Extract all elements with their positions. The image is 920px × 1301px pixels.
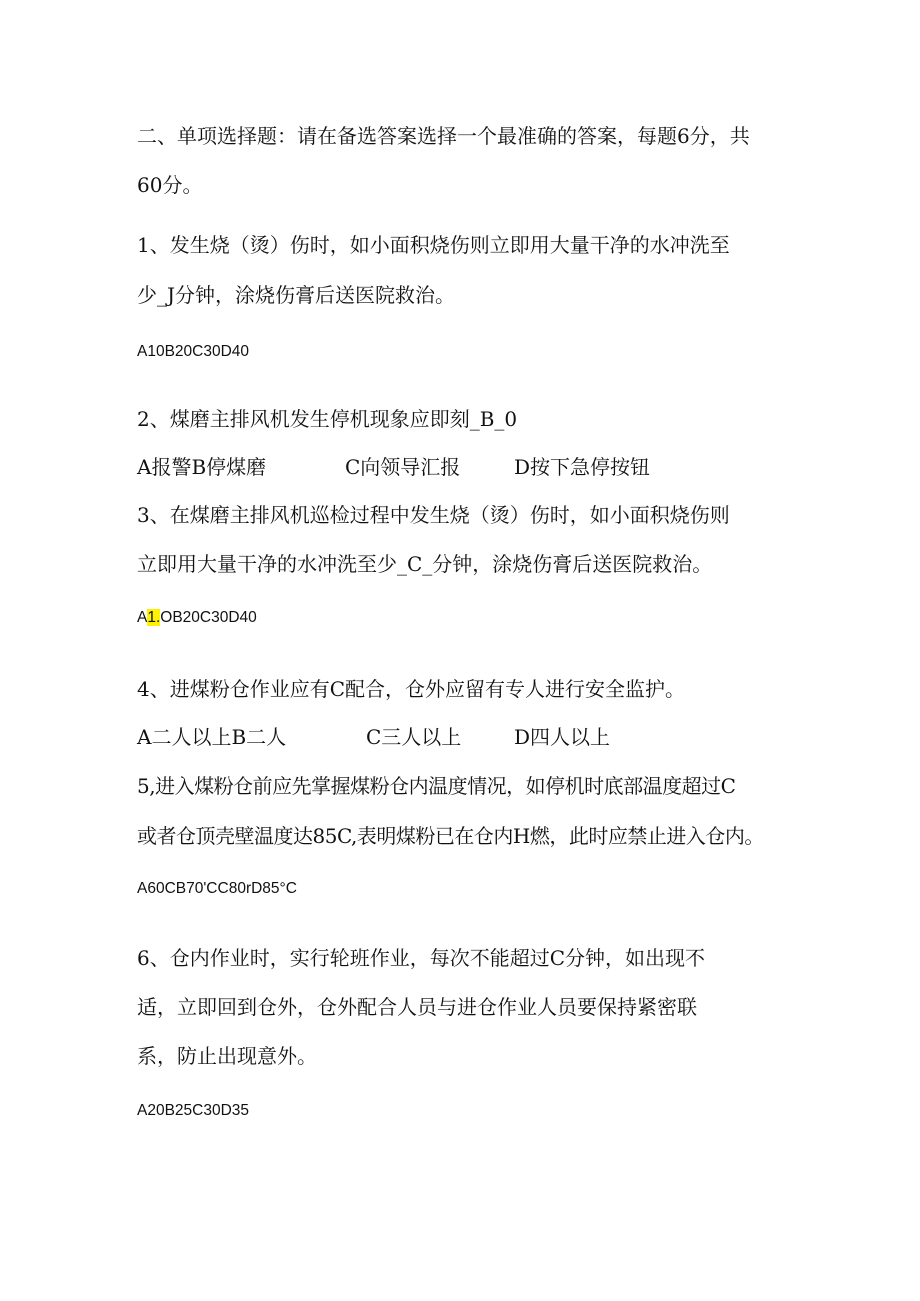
question-3-line-2: 立即用大量干净的水冲洗至少_C_分钟，涂烧伤膏后送医院救治。 — [137, 552, 713, 576]
question-6-line-3: 系，防止出现意外。 — [137, 1044, 317, 1068]
question-5-line-2: 或者仓顶壳壁温度达85C,表明煤粉已在仓内H燃，此时应禁止进入仓内。 — [137, 824, 764, 848]
question-4-option-ab: A二人以上B二人 — [137, 725, 287, 749]
highlighted-text: 1. — [147, 609, 161, 626]
question-2-option-c: C向领导汇报 — [345, 455, 461, 479]
question-5-answers: A60CB70'CC80rD85°C — [137, 880, 297, 897]
question-3-answers — [137, 609, 257, 627]
question-3-answers-prefix: A — [137, 609, 148, 626]
question-4-option-c: C三人以上 — [366, 725, 462, 749]
question-4-option-d: D四人以上 — [514, 725, 611, 749]
question-3-answers-suffix: OB20C30D40 — [160, 609, 257, 626]
question-1-line-1: 1、发生烧（烫）伤时，如小面积烧伤则立即用大量干净的水冲洗至 — [137, 233, 730, 257]
question-2-option-ab: A报警B停煤磨 — [137, 455, 267, 479]
question-1-line-2: 少_J分钟，涂烧伤膏后送医院救治。 — [137, 283, 456, 307]
question-3-line-1: 3、在煤磨主排风机巡检过程中发生烧（烫）伤时，如小面积烧伤则 — [137, 503, 730, 527]
question-4-line-1: 4、进煤粉仓作业应有C配合，仓外应留有专人进行安全监护。 — [137, 677, 686, 701]
section-title-line-2: 60分。 — [137, 173, 203, 197]
question-2-line-1: 2、煤磨主排风机发生停机现象应即刻_B_0 — [137, 407, 518, 431]
question-1-answers: A10B20C30D40 — [137, 343, 250, 360]
question-6-line-2: 适，立即回到仓外，仓外配合人员与进仓作业人员要保持紧密联 — [137, 995, 697, 1019]
question-5-line-1: 5,进入煤粉仓前应先掌握煤粉仓内温度情况，如停机时底部温度超过C — [137, 774, 736, 798]
question-6-answers: A20B25C30D35 — [137, 1102, 250, 1119]
section-title-line-1: 二、单项选择题：请在备选答案选择一个最准确的答案，每题6分，共 — [137, 124, 750, 148]
question-6-line-1: 6、仓内作业时，实行轮班作业，每次不能超过C分钟，如出现不 — [137, 946, 706, 970]
question-2-option-d: D按下急停按钮 — [514, 455, 651, 479]
